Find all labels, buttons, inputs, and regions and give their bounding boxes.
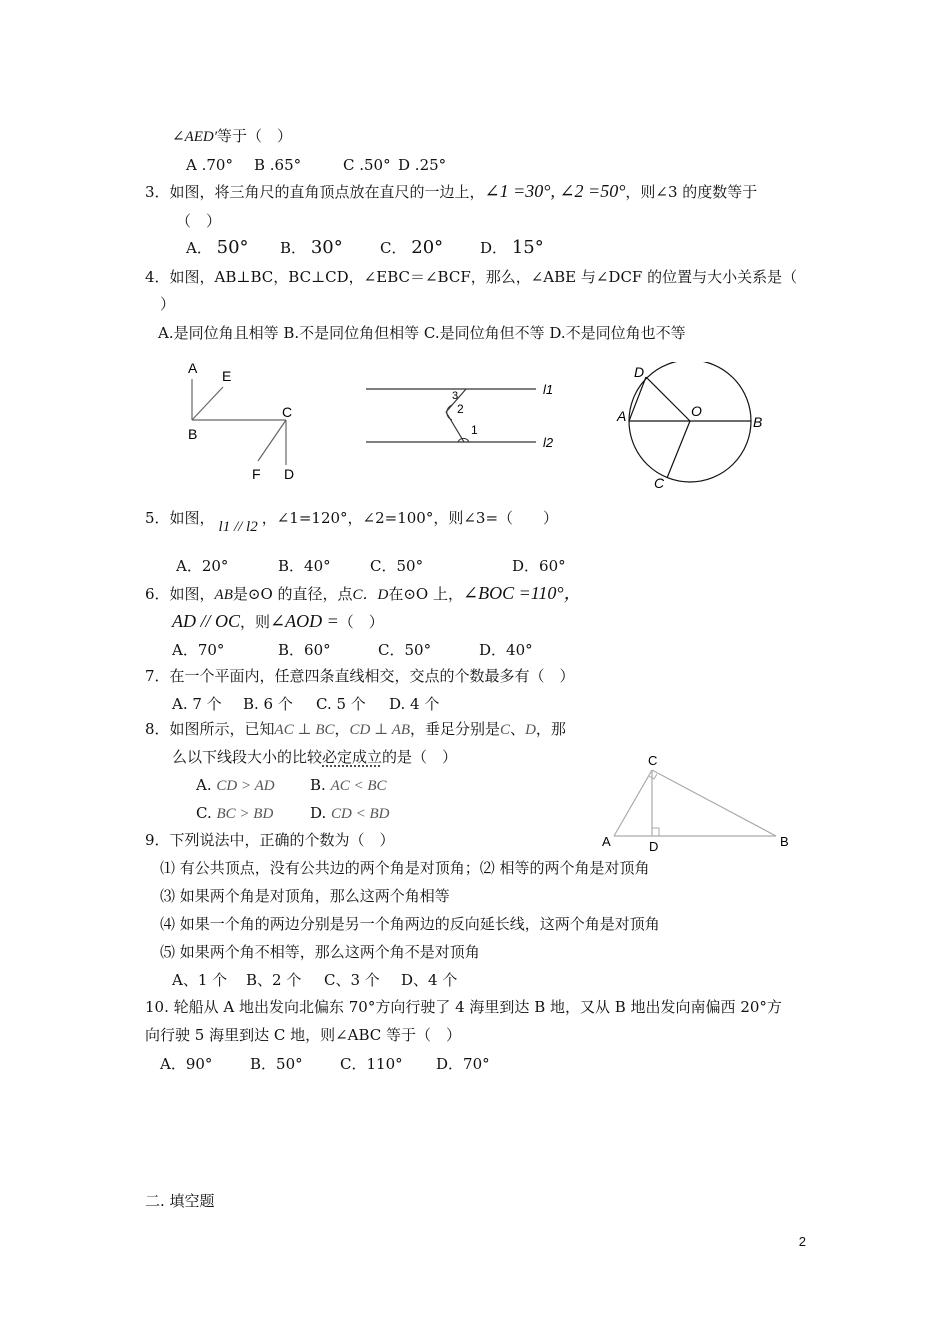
figure-q4 (180, 355, 310, 490)
q3-text-end: ，则∠3 的度数等于 (625, 183, 758, 201)
q10-option-d: D．70° (436, 1055, 490, 1073)
q8-option-b: B. AC < BC (310, 776, 387, 794)
q4-options: A.是同位角且相等 B.不是同位角但相等 C.是同位角但不等 D.不是同位角也不等 (158, 324, 686, 342)
q8-option-c: C. BC > BD (196, 804, 274, 822)
figure-q6 (612, 362, 772, 492)
fig8-label-a: A (602, 834, 611, 849)
fig4-label-a: A (188, 360, 198, 376)
q8-stem-2: 么以下线段大小的比较必定成立的是（ ） (172, 748, 458, 766)
q7-stem: 7．在一个平面内，任意四条直线相交，交点的个数最多有（ ） (145, 667, 575, 685)
fig6-label-b: B (753, 414, 763, 430)
q7-option-b: B. 6 个 (243, 695, 293, 713)
q5-parallel: l1 // l2 (218, 519, 258, 535)
fig4-label-d: D (284, 466, 295, 482)
fig4-label-e: E (222, 368, 232, 384)
q5-option-c: C．50° (370, 557, 424, 575)
fig6-label-o: O (691, 403, 702, 419)
q5-option-a: A．20° (176, 557, 229, 575)
fig8-label-d: D (649, 839, 659, 854)
q3-option-a: A． 50° (186, 237, 249, 258)
page-number: 2 (798, 1234, 806, 1249)
fig4-label-c: C (282, 404, 293, 420)
q6-option-c: C．50° (378, 641, 432, 659)
q6-condition: AD // OC，则∠AOD =（ ） (172, 611, 384, 631)
q2-option-d: D .25° (398, 156, 447, 174)
q9-stem: 9．下列说法中，正确的个数为（ ） (145, 831, 395, 849)
fig5-label-l1: l1 (543, 382, 554, 397)
q3-paren: （ ） (176, 212, 222, 230)
q3-text: 3．如图，将三角尺的直角顶点放在直尺的一边上， (145, 183, 485, 201)
fig6-label-c: C (654, 475, 665, 491)
q9-item-4: ⑷ 如果一个角的两边分别是另一个角两边的反向延长线，这两个角是对顶角 (160, 915, 660, 933)
q3-given: ∠1 =30°, ∠2 =50° (484, 181, 626, 201)
q10-option-a: A．90° (160, 1055, 213, 1073)
q9-item-3: ⑶ 如果两个角是对顶角，那么这两个角相等 (160, 887, 450, 905)
q2-option-c: C .50° (343, 156, 391, 174)
q10-stem: 10. 轮船从 A 地出发向北偏东 70°方向行驶了 4 海里到达 B 地，又从 B 地出发向南偏西 20°方 (145, 998, 782, 1016)
q2-angle: ∠AED′ (172, 129, 218, 145)
q7-option-d: D. 4 个 (389, 695, 440, 713)
q7-option-c: C. 5 个 (316, 695, 366, 713)
q6-option-b: B．60° (278, 641, 331, 659)
figure-q5 (360, 372, 565, 457)
q6-stem: 6．如图，AB是⊙O 的直径，点C．D在⊙O 上，∠BOC =110°， (145, 583, 582, 603)
q4-stem: 4．如图，AB⊥BC，BC⊥CD，∠EBC＝∠BCF，那么，∠ABE 与∠DCF 的位置与大小关系是（ (145, 268, 798, 286)
q10-option-b: B．50° (250, 1055, 303, 1073)
q8-stem: 8．如图所示，已知AC ⊥ BC，CD ⊥ AB，垂足分别是C、D，那 (145, 720, 566, 738)
fig8-label-b: B (780, 834, 789, 849)
q5-option-b: B．40° (278, 557, 331, 575)
fig4-label-b: B (188, 426, 198, 442)
fig4-label-f: F (252, 466, 261, 482)
q3-stem (145, 181, 757, 202)
q2-suffix: 等于（ ） (217, 127, 293, 145)
q2-stem-tail (172, 126, 292, 147)
q4-paren: ） (160, 295, 176, 313)
section-title-fill-in: 二. 填空题 (145, 1192, 215, 1210)
q9-option-d: D、4 个 (401, 971, 458, 989)
fig6-label-a: A (617, 408, 627, 424)
fig5-label-2: 2 (457, 402, 464, 416)
q7-option-a: A. 7 个 (172, 695, 222, 713)
q10-option-c: C．110° (340, 1055, 403, 1073)
q8-option-d: D. CD < BD (310, 804, 390, 822)
fig6-label-d: D (634, 364, 645, 380)
q5-option-d: D．60° (512, 557, 566, 575)
q5-stem: 5．如图， l1 // l2 ，∠1=120°，∠2=100°，则∠3=（ ） (145, 509, 559, 535)
q2-option-a: A .70° (186, 156, 233, 174)
q2-option-b: B .65° (254, 156, 302, 174)
q9-item-1-2: ⑴ 有公共顶点，没有公共边的两个角是对顶角；⑵ 相等的两个角是对顶角 (160, 859, 650, 877)
q6-option-d: D．40° (479, 641, 533, 659)
q3-option-b: B． 30° (280, 237, 343, 258)
figure-q8 (596, 752, 796, 857)
q9-option-c: C、3 个 (324, 971, 380, 989)
q9-item-5: ⑸ 如果两个角不相等，那么这两个角不是对顶角 (160, 943, 480, 961)
q9-option-b: B、2 个 (246, 971, 302, 989)
fig8-label-c: C (648, 753, 658, 768)
fig5-label-1: 1 (471, 423, 478, 437)
q10-stem-2: 向行驶 5 海里到达 C 地，则∠ABC 等于（ ） (145, 1026, 462, 1044)
fig5-label-3: 3 (452, 390, 459, 402)
q3-option-c: C． 20° (380, 237, 444, 258)
q3-option-d: D． 15° (480, 237, 544, 258)
q6-option-a: A．70° (172, 641, 225, 659)
fig5-label-l2: l2 (543, 435, 554, 450)
q9-option-a: A、1 个 (172, 971, 228, 989)
q8-option-a: A. CD > AD (196, 776, 275, 794)
